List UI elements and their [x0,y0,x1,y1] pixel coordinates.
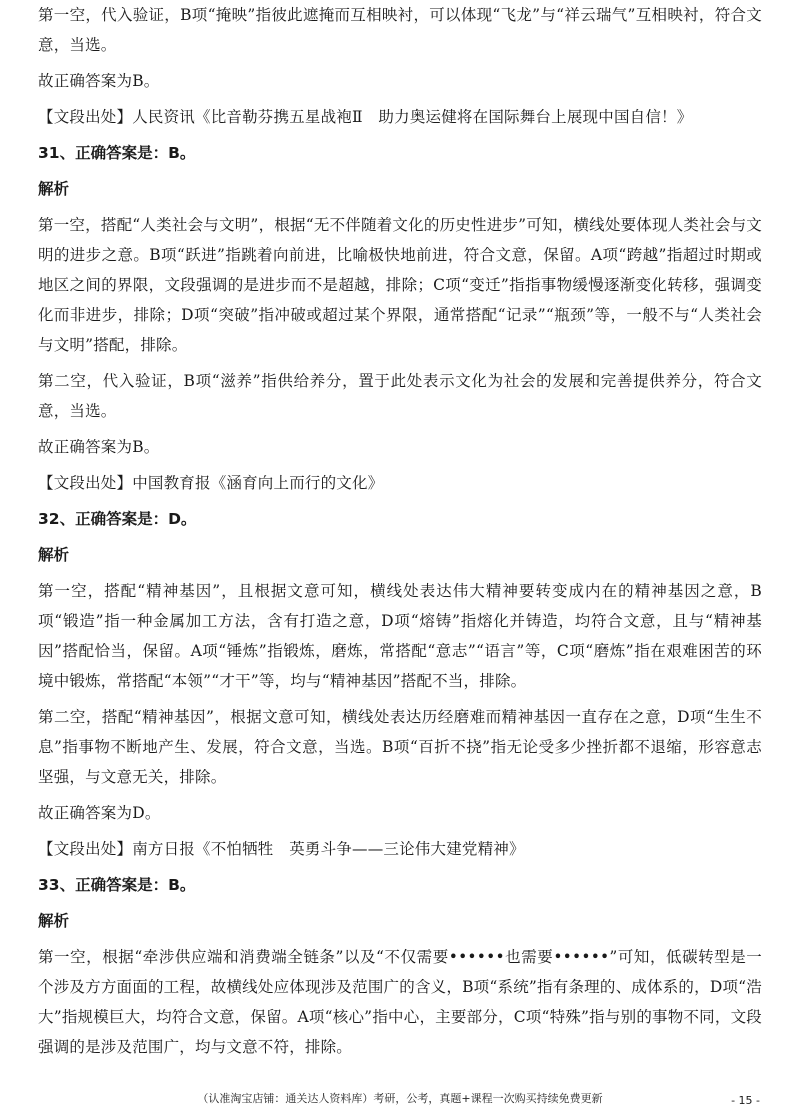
source-line: 【文段出处】中国教育报《涵育向上而行的文化》 [38,474,384,492]
analysis-heading: 解析 [38,180,70,198]
footer-note: （认准淘宝店铺：通关达人资料库）考研，公考，真题+课程一次购买持续免费更新 [197,1092,603,1105]
source-line: 【文段出处】人民资讯《比音勒芬携五星战袍Ⅱ 助力奥运健将在国际舞台上展现中国自信！》 [38,108,693,126]
paragraph: 第二空，搭配“精神基因”，根据文意可知，横线处表达历经磨难而精神基因一直存在之意，D项“生生不息”指事物不断地产生、发展，符合文意，当选。B项“百折不挠”指无论受多少挫折都不退缩，形容意志坚强，与文意无关，排除。 [38,708,762,786]
paragraph: 第一空，搭配“精神基因”，且根据文意可知，横线处表达伟大精神要转变成内在的精神基因之意，B项“锻造”指一种金属加工方法，含有打造之意，D项“熔铸”指熔化并铸造，均符合文意，且与“精神基因”搭配恰当，保留。A项“锤炼”指锻炼，磨炼，常搭配“意志”“语言”等，C项“磨炼”指在艰难困苦的环境中锻炼，常搭配“本领”“才干”等，均与“精神基因”搭配不当，排除。 [38,582,762,690]
analysis-heading: 解析 [38,912,70,930]
analysis-heading: 解析 [38,546,70,564]
paragraph: 第一空，搭配“人类社会与文明”，根据“无不伴随着文化的历史性进步”可知，横线处要体现人类社会与文明的进步之意。B项“跃进”指跳着向前进，比喻极快地前进，符合文意，保留。A项“跨越”指超过时期或地区之间的界限，文段强调的是进步而不是超越，排除；C项“变迁”指指事物缓慢逐渐变化转移，强调变化而非进步，排除；D项“突破”指冲破或超过某个界限，通常搭配“记录”“瓶颈”等，一般不与“人类社会与文明”搭配，排除。 [38,216,762,354]
paragraph: 故正确答案为B。 [38,438,160,456]
document-page [38,0,762,1062]
paragraph: 第一空，根据“牵涉供应端和消费端全链条”以及“不仅需要••••••也需要••••••”可知，低碳转型是一个涉及方方面面的工程，故横线处应体现涉及范围广的含义，B项“系统”指有条理的、成体系的，D项“浩大”指规模巨大，均符合文意，保留。A项“核心”指中心，主要部分，C项“特殊”指与别的事物不同，文段强调的是涉及范围广，均与文意不符，排除。 [38,948,762,1056]
paragraph: 故正确答案为B。 [38,72,160,90]
paragraph: 故正确答案为D。 [38,804,161,822]
answer-heading: 33、正确答案是：B。 [38,876,196,894]
paragraph: 第一空，代入验证，B项“掩映”指彼此遮掩而互相映衬，可以体现“飞龙”与“祥云瑞气”互相映衬，符合文意，当选。 [38,6,762,54]
paragraph: 第二空，代入验证，B项“滋养”指供给养分，置于此处表示文化为社会的发展和完善提供养分，符合文意，当选。 [38,372,762,420]
page-number: - 15 - [731,1094,760,1107]
answer-heading: 31、正确答案是：B。 [38,144,196,162]
answer-heading: 32、正确答案是：D。 [38,510,197,528]
source-line: 【文段出处】南方日报《不怕牺牲 英勇斗争——三论伟大建党精神》 [38,840,525,858]
